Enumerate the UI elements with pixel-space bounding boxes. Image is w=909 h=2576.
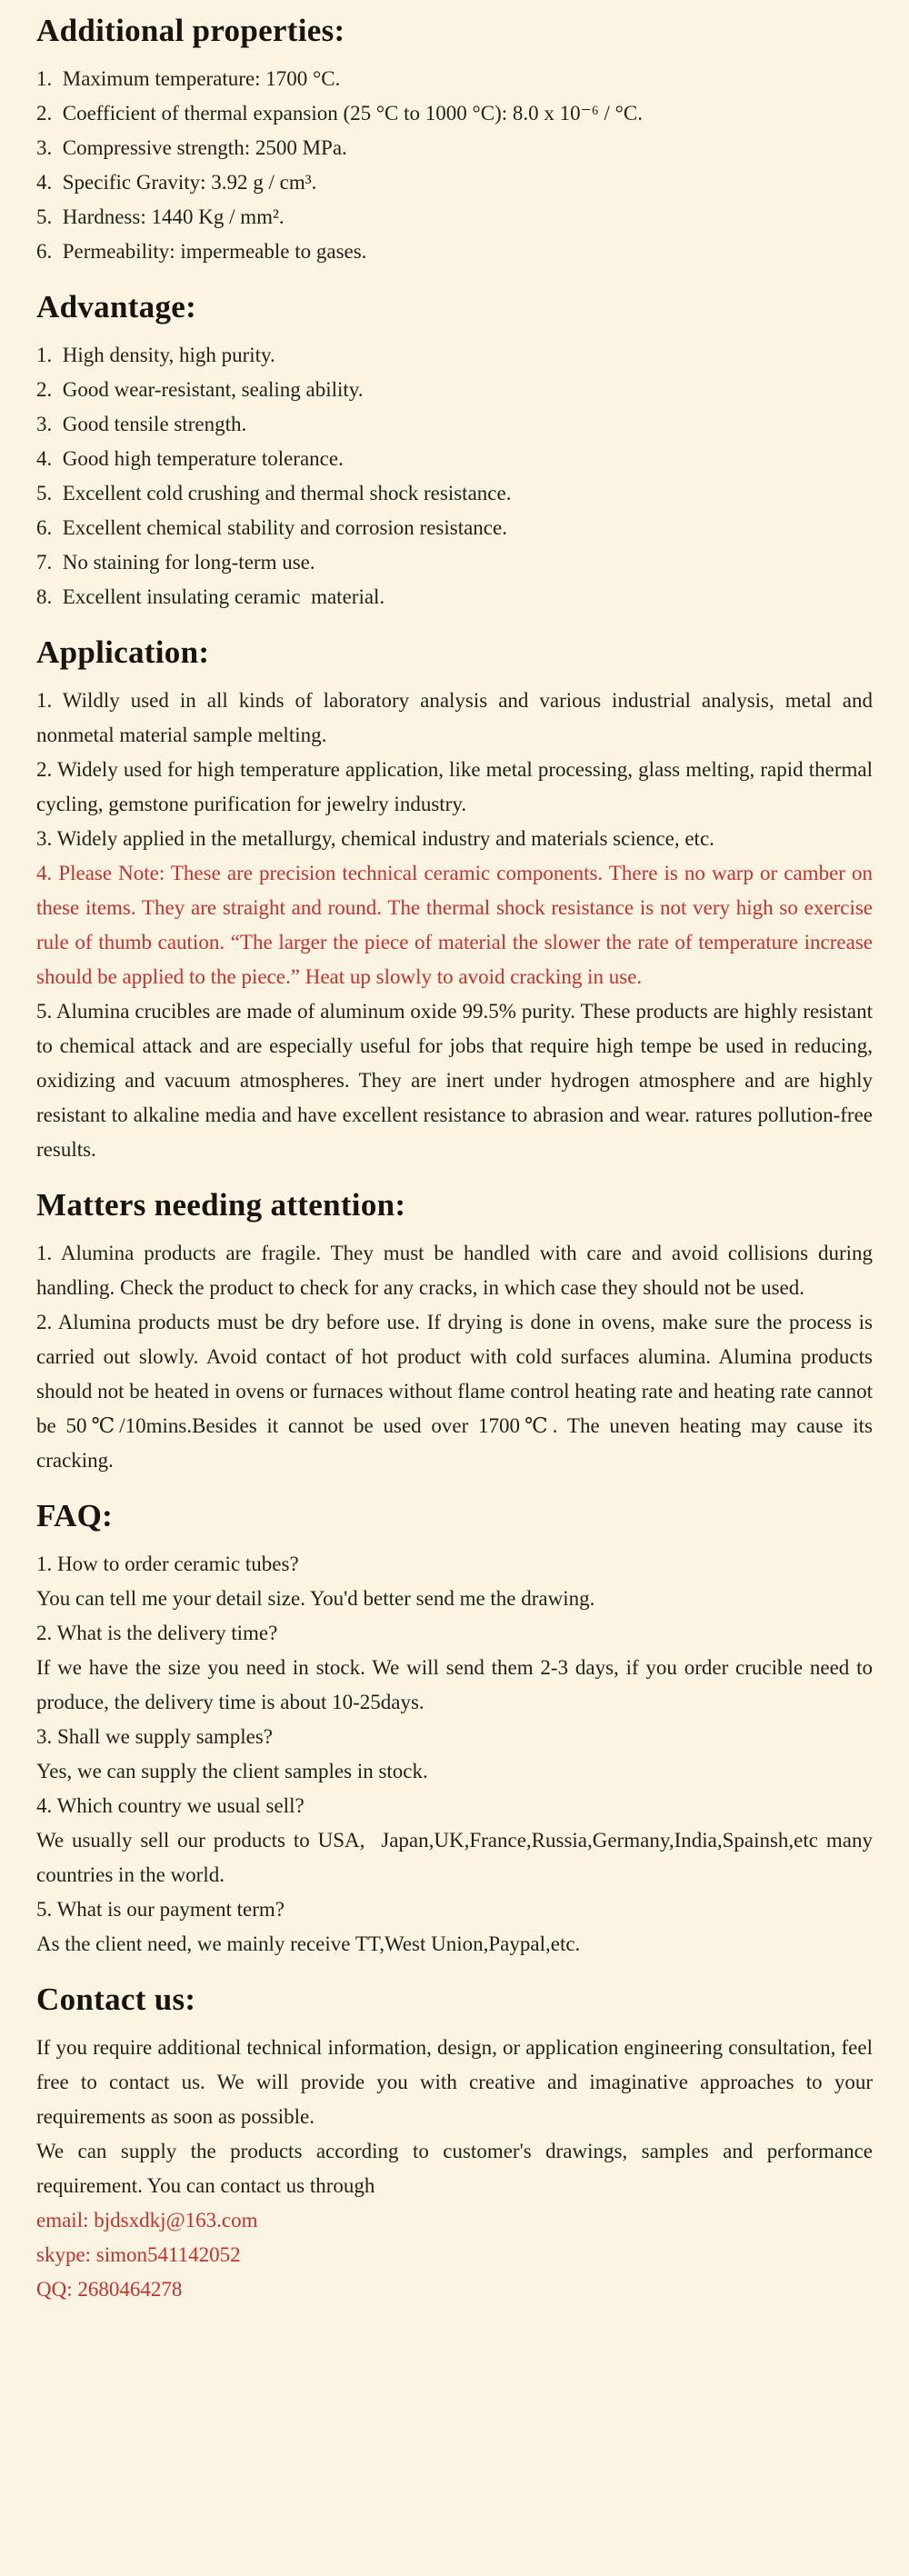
faq-question: 2. What is the delivery time? (36, 1622, 278, 1644)
faq-answer: You can tell me your detail size. You'd better send me the drawing. (36, 1587, 595, 1610)
section-application (36, 634, 873, 1167)
advantage-item: 7. No staining for long-term use. (36, 551, 315, 574)
faq-question: 3. Shall we supply samples? (36, 1725, 273, 1748)
section-faq (36, 1498, 873, 1962)
additional-properties-heading: Additional properties: (36, 13, 345, 48)
attention-paragraph: 1. Alumina products are fragile. They must be handled with care and avoid collisions during handling. Check the product to check for any cracks, in which case they should not be used. (36, 1242, 873, 1299)
section-matters-needing-attention (36, 1187, 873, 1478)
faq-question: 4. Which country we usual sell? (36, 1794, 305, 1817)
matters-heading: Matters needing attention: (36, 1187, 406, 1223)
faq-question: 1. How to order ceramic tubes? (36, 1553, 299, 1575)
faq-heading: FAQ: (36, 1498, 114, 1533)
faq-answer: Yes, we can supply the client samples in stock. (36, 1760, 428, 1782)
application-paragraph: 1. Wildly used in all kinds of laboratory analysis and various industrial analysis, metal and nonmetal material sample melting. (36, 689, 873, 746)
property-item: 2. Coefficient of thermal expansion (25 °C to 1000 °C): 8.0 x 10⁻⁶ / °C. (36, 102, 643, 125)
property-item: 5. Hardness: 1440 Kg / mm². (36, 205, 285, 228)
application-note-paragraph: 4. Please Note: These are precision technical ceramic components. There is no warp or camber on these items. They are straight and round. The thermal shock resistance is not very high so exercise rule of thumb caution. “The larger the piece of material the slower the rate of temperature increase should be applied to the piece.” Heat up slowly to avoid cracking in use. (36, 862, 873, 988)
application-paragraph: 3. Widely applied in the metallurgy, chemical industry and materials science, etc. (36, 827, 714, 850)
contact-paragraph: We can supply the products according to customer's drawings, samples and performance requirement. You can contact us through (36, 2140, 873, 2197)
advantage-item: 2. Good wear-resistant, sealing ability. (36, 378, 364, 401)
attention-paragraph: 2. Alumina products must be dry before use. If drying is done in ovens, make sure the process is carried out slowly. Avoid contact of hot product with cold surfaces alumina. Alumina products should not be heated in ovens or furnaces without flame control heating rate and heating rate cannot be 50℃/10mins.Besides it cannot be used over 1700℃. The uneven heating may cause its cracking. (36, 1311, 873, 1472)
contact-email: email: bjdsxdkj@163.com (36, 2209, 258, 2232)
faq-answer: We usually sell our products to USA, Japan,UK,France,Russia,Germany,India,Spainsh,etc many countries in the world. (36, 1829, 873, 1886)
advantage-item: 1. High density, high purity. (36, 344, 275, 366)
application-heading: Application: (36, 634, 210, 670)
application-paragraph: 2. Widely used for high temperature application, like metal processing, glass melting, rapid thermal cycling, gemstone purification for jewelry industry. (36, 758, 873, 815)
section-contact-us (36, 1982, 873, 2307)
contact-skype: skype: simon541142052 (36, 2243, 241, 2266)
contact-paragraph: If you require additional technical information, design, or application engineering consultation, feel free to contact us. We will provide you with creative and imaginative approaches to your requirements as soon as possible. (36, 2036, 873, 2128)
faq-answer: If we have the size you need in stock. We will send them 2-3 days, if you order crucible need to produce, the delivery time is about 10-25days. (36, 1656, 873, 1713)
property-item: 4. Specific Gravity: 3.92 g / cm³. (36, 171, 317, 194)
section-additional-properties (36, 13, 873, 269)
faq-question: 5. What is our payment term? (36, 1898, 285, 1921)
section-advantage (36, 289, 873, 614)
advantage-heading: Advantage: (36, 289, 197, 324)
advantage-item: 5. Excellent cold crushing and thermal shock resistance. (36, 482, 512, 504)
property-item: 3. Compressive strength: 2500 MPa. (36, 136, 347, 159)
contact-us-heading: Contact us: (36, 1982, 196, 2017)
advantage-item: 6. Excellent chemical stability and corrosion resistance. (36, 516, 507, 539)
advantage-item: 8. Excellent insulating ceramic material. (36, 585, 385, 608)
property-item: 6. Permeability: impermeable to gases. (36, 240, 367, 263)
contact-qq: QQ: 2680464278 (36, 2278, 183, 2301)
property-item: 1. Maximum temperature: 1700 °C. (36, 67, 341, 90)
application-paragraph: 5. Alumina crucibles are made of aluminum oxide 99.5% purity. These products are highly resistant to chemical attack and are especially useful for jobs that require high tempe be used in reducing, oxidizing and vacuum atmospheres. They are inert under hydrogen atmosphere and are highly resistant to alkaline media and have excellent resistance to abrasion and wear. ratures pollution-free results. (36, 1000, 873, 1161)
advantage-item: 3. Good tensile strength. (36, 413, 247, 435)
faq-answer: As the client need, we mainly receive TT,West Union,Paypal,etc. (36, 1932, 581, 1955)
advantage-item: 4. Good high temperature tolerance. (36, 447, 344, 470)
